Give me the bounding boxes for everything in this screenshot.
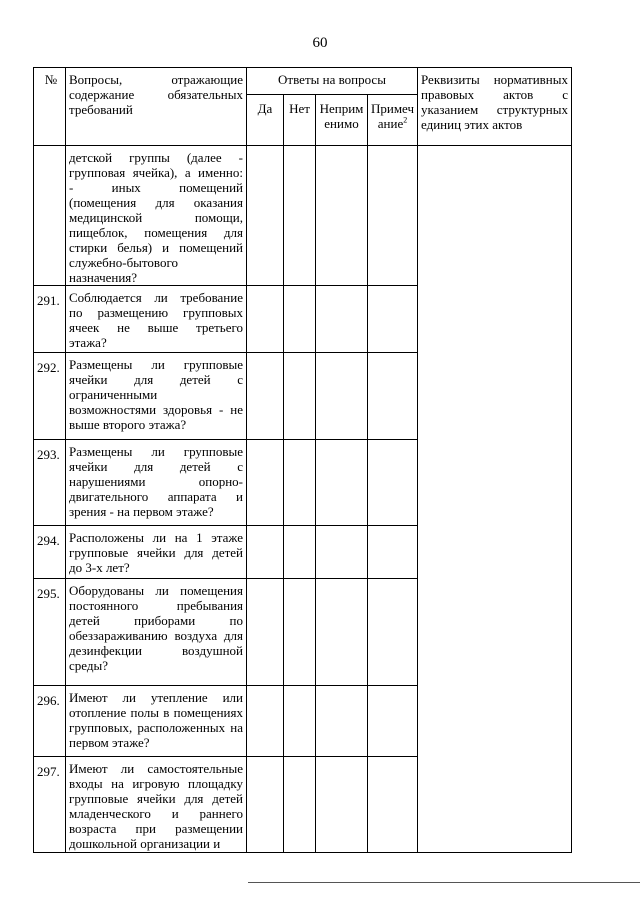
answer-note-cell	[368, 353, 418, 440]
answer-na-cell	[316, 353, 368, 440]
answer-note-cell	[368, 146, 418, 286]
answer-yes-cell	[247, 686, 284, 757]
answer-na-cell	[316, 757, 368, 853]
question-text: Оборудованы ли помещения постоянного пребывания детей приборами по обеззараживанию воздуха для дезинфекции воздушной среды?	[66, 579, 247, 686]
header-answers: Ответы на вопросы	[247, 68, 418, 95]
header-yes: Да	[247, 95, 284, 146]
question-text: детской группы (далее - групповая ячейка), а именно: - иных помещений (помещения для оказания медицинской помощи, пищеблок, помещения для стирки белья) и помещений служебно-бытового назначения?	[66, 146, 247, 286]
row-number: 292.	[34, 353, 66, 440]
answer-note-cell	[368, 686, 418, 757]
row-number: 291.	[34, 286, 66, 353]
answer-yes-cell	[247, 440, 284, 526]
bottom-rule	[248, 882, 640, 883]
answer-note-cell	[368, 286, 418, 353]
answer-na-cell	[316, 146, 368, 286]
answer-note-cell	[368, 440, 418, 526]
checklist-table	[33, 67, 572, 853]
header-num: №	[34, 68, 66, 146]
answer-yes-cell	[247, 286, 284, 353]
answer-na-cell	[316, 526, 368, 579]
row-number	[34, 146, 66, 286]
answer-yes-cell	[247, 526, 284, 579]
answer-note-cell	[368, 579, 418, 686]
answer-na-cell	[316, 440, 368, 526]
answer-no-cell	[284, 526, 316, 579]
answer-no-cell	[284, 146, 316, 286]
answer-no-cell	[284, 579, 316, 686]
question-text: Размещены ли групповые ячейки для детей с ограниченными возможностями здоровья - не выше второго этажа?	[66, 353, 247, 440]
row-number: 293.	[34, 440, 66, 526]
row-number: 296.	[34, 686, 66, 757]
answer-na-cell	[316, 686, 368, 757]
question-text: Соблюдается ли требование по размещению групповых ячеек не выше третьего этажа?	[66, 286, 247, 353]
answer-no-cell	[284, 286, 316, 353]
answer-note-cell	[368, 757, 418, 853]
answer-no-cell	[284, 757, 316, 853]
answer-yes-cell	[247, 579, 284, 686]
answer-yes-cell	[247, 146, 284, 286]
row-number: 297.	[34, 757, 66, 853]
header-questions: Вопросы, отражающие содержание обязательных требований	[66, 68, 247, 146]
table-row	[34, 146, 572, 286]
page-number: 60	[312, 35, 328, 51]
requisites-cell	[418, 146, 572, 853]
answer-yes-cell	[247, 757, 284, 853]
answer-no-cell	[284, 440, 316, 526]
answer-na-cell	[316, 579, 368, 686]
answer-note-cell	[368, 526, 418, 579]
row-number: 294.	[34, 526, 66, 579]
answer-no-cell	[284, 686, 316, 757]
answer-no-cell	[284, 353, 316, 440]
question-text: Имеют ли самостоятельные входы на игровую площадку групповые ячейки для детей младенческого и раннего возраста при размещении дошкольной организации и	[66, 757, 247, 853]
header-not-applicable: Неприм енимо	[316, 95, 368, 146]
question-text: Имеют ли утепление или отопление полы в помещениях групповых, расположенных на первом этаже?	[66, 686, 247, 757]
question-text: Размещены ли групповые ячейки для детей с нарушениями опорно- двигательного аппарата и зрения - на первом этаже?	[66, 440, 247, 526]
question-text: Расположены ли на 1 этаже групповые ячейки для детей до 3-х лет?	[66, 526, 247, 579]
row-number: 295.	[34, 579, 66, 686]
answer-yes-cell	[247, 353, 284, 440]
answer-na-cell	[316, 286, 368, 353]
header-note: Примеч ание$^2$	[368, 95, 418, 146]
header-no: Нет	[284, 95, 316, 146]
header-requisites: Реквизиты нормативных правовых актов с указанием структурных единиц этих актов	[418, 68, 572, 146]
